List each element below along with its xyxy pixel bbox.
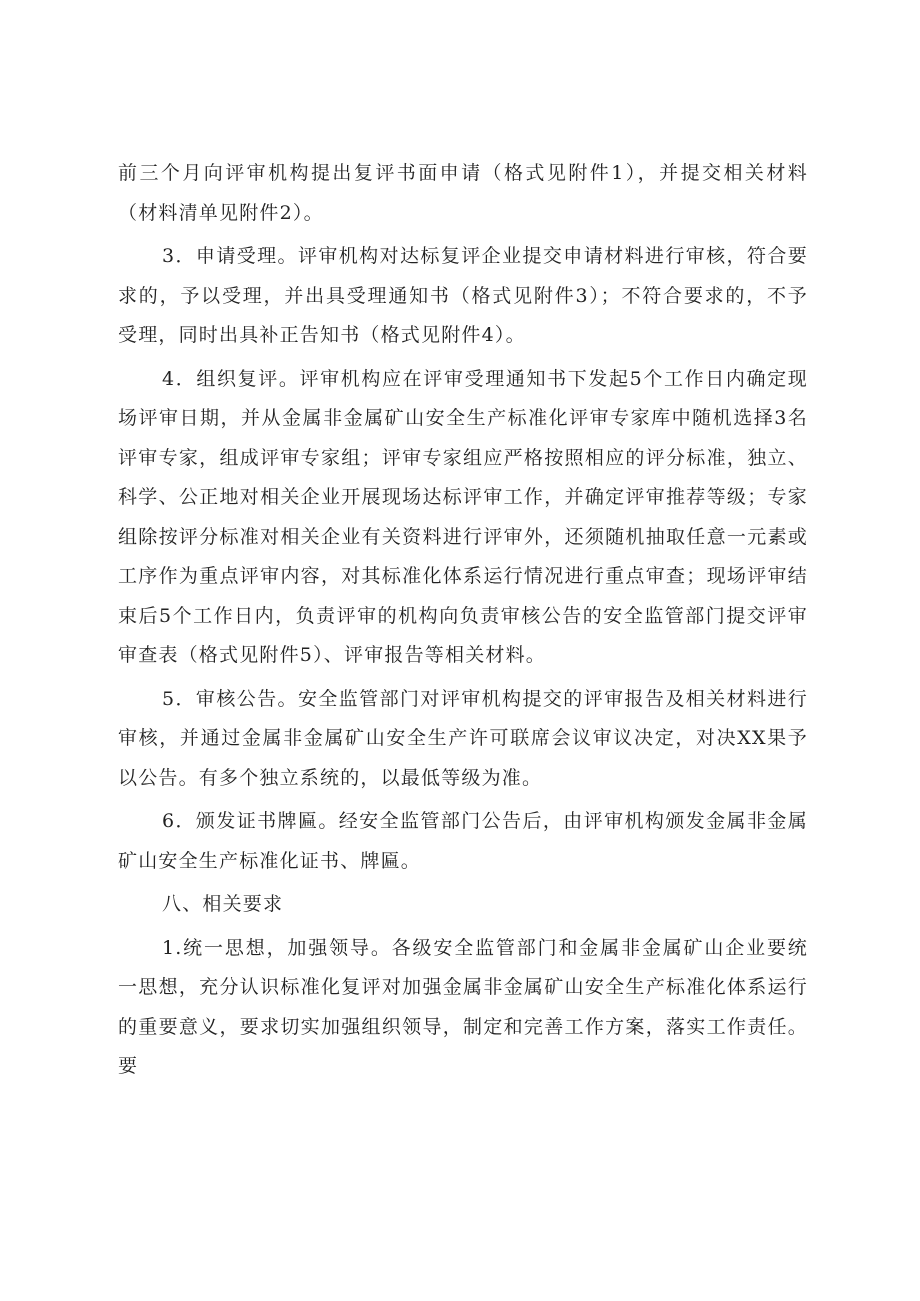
paragraph-item-3-application-acceptance: 3．申请受理。评审机构对达标复评企业提交申请材料进行审核，符合要求的，予以受理，并出具受理通知书（格式见附件3）；不符合要求的，不予受理，同时出具补正告知书（格式见附件4）。: [118, 245, 808, 346]
document-body: [118, 154, 808, 1087]
paragraph-item-5-audit-announcement: 5．审核公告。安全监管部门对评审机构提交的评审报告及相关材料进行审核，并通过金属非金属矿山安全生产许可联席会议审议决定，对决XX果予以公告。有多个独立系统的，以最低等级为准。: [118, 687, 808, 789]
paragraph-continuation: 前三个月向评审机构提出复评书面申请（格式见附件1），并提交相关材料（材料清单见附件2）。: [118, 162, 808, 224]
paragraph-item-4-organize-review: 4．组织复评。评审机构应在评审受理通知书下发起5个工作日内确定现场评审日期，并从金属非金属矿山安全生产标准化评审专家库中随机选择3名评审专家，组成评审专家组；评审专家组应严格按照相应的评分标准，独立、科学、公正地对相关企业开展现场达标评审工作，并确定评审推荐等级；专家组除按评分标准对相关企业有关资料进行评审外，还须随机抽取任意一元素或工序作为重点评审内容，对其标准化体系运行情况进行重点审查；现场评审结束后5个工作日内，负责评审的机构向负责审核公告的安全监管部门提交评审审查表（格式见附件5）、评审报告等相关材料。: [118, 367, 808, 666]
paragraph-requirement-1: 1.统一思想，加强领导。各级安全监管部门和金属非金属矿山企业要统一思想，充分认识标准化复评对加强金属非金属矿山安全生产标准化体系运行的重要意义，要求切实加强组织领导，制定和完善工作方案，落实工作责任。要: [118, 936, 808, 1077]
paragraph-item-6-issue-certificate: 6．颁发证书牌匾。经安全监管部门公告后，由评审机构颁发金属非金属矿山安全生产标准化证书、牌匾。: [118, 810, 808, 872]
section-heading-related-requirements: 八、相关要求: [162, 893, 284, 915]
